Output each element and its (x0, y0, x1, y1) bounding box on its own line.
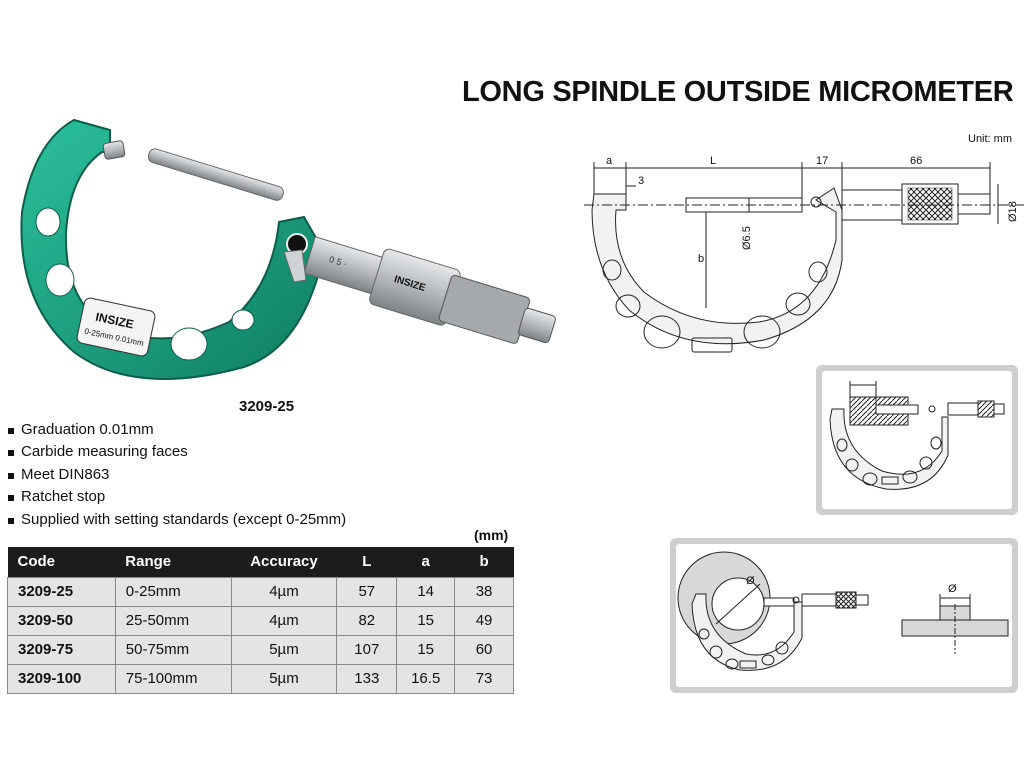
sleeve-scale: 0 5 · (327, 254, 349, 269)
frame-hole (232, 310, 254, 330)
table-row (8, 635, 514, 664)
cell-b: 49 (455, 606, 514, 635)
feature-list (8, 419, 346, 531)
knurl-grip (438, 274, 530, 344)
usage-drawing-2 (676, 544, 1012, 687)
unit-note: Unit: mm (968, 133, 1012, 145)
dim-17: 17 (816, 155, 829, 167)
table-unit: (mm) (474, 527, 509, 543)
cell-accuracy: 4µm (231, 606, 337, 635)
feature-item: Ratchet stop (8, 486, 346, 508)
dim-a: a (606, 155, 613, 167)
brand-name: INSIZE (94, 309, 136, 332)
cell-b: 60 (455, 635, 514, 664)
cell-accuracy: 5µm (231, 664, 337, 693)
table-header-row (8, 547, 514, 577)
page-title: LONG SPINDLE OUTSIDE MICROMETER (462, 76, 1014, 108)
dim-thimble-dia: Ø18 (1007, 201, 1019, 222)
cell-accuracy: 5µm (231, 635, 337, 664)
feature-item: Meet DIN863 (8, 464, 346, 486)
drawing-knurl (908, 188, 952, 220)
usage-dia-label-2: Ø (948, 583, 957, 595)
dim-L: L (710, 155, 717, 167)
cell-code: 3209-75 (8, 635, 116, 664)
frame-hole (171, 328, 207, 360)
brand-range: 0-25mm 0.01mm (83, 326, 145, 349)
usage-illustration-1 (816, 365, 1018, 515)
cell-b: 73 (455, 664, 514, 693)
table-row (8, 606, 514, 635)
feature-item: Graduation 0.01mm (8, 419, 346, 441)
cell-code: 3209-25 (8, 577, 116, 606)
cell-a: 14 (397, 577, 455, 606)
cell-range: 75-100mm (115, 664, 231, 693)
spindle (147, 147, 285, 201)
cell-b: 38 (455, 577, 514, 606)
cell-a: 15 (397, 606, 455, 635)
usage-drawing-1 (822, 371, 1012, 509)
header-range: Range (115, 547, 231, 577)
cell-accuracy: 4µm (231, 577, 337, 606)
cell-range: 0-25mm (115, 577, 231, 606)
usage-dia-label: Ø (746, 575, 755, 587)
thimble-brand: INSIZE (392, 273, 427, 294)
cell-L: 107 (337, 635, 397, 664)
cell-a: 16.5 (397, 664, 455, 693)
feature-item: Carbide measuring faces (8, 441, 346, 463)
dimension-drawing (584, 150, 1024, 365)
cell-range: 50-75mm (115, 635, 231, 664)
header-b: b (455, 547, 514, 577)
model-caption: 3209-25 (239, 398, 295, 415)
drawing-ratchet (958, 194, 990, 214)
cell-code: 3209-100 (8, 664, 116, 693)
usage-illustration-2 (670, 538, 1018, 693)
cell-range: 25-50mm (115, 606, 231, 635)
header-a: a (397, 547, 455, 577)
cell-L: 57 (337, 577, 397, 606)
header-L: L (337, 547, 397, 577)
dim-b: b (698, 253, 705, 265)
frame-hole (46, 264, 74, 296)
drawing-hole (809, 262, 827, 282)
header-accuracy: Accuracy (231, 547, 337, 577)
cell-a: 15 (397, 635, 455, 664)
dim-66: 66 (910, 155, 923, 167)
spec-table (7, 547, 514, 694)
header-code: Code (8, 547, 116, 577)
dim-3: 3 (638, 175, 645, 187)
feature-item: Supplied with setting standards (except 0-25mm) (8, 509, 346, 531)
micrometer-photo (14, 112, 559, 387)
dim-spindle-dia: Ø6.5 (741, 226, 753, 250)
table-row (8, 664, 514, 693)
cell-L: 82 (337, 606, 397, 635)
cell-L: 133 (337, 664, 397, 693)
table-row (8, 577, 514, 606)
anvil (103, 140, 125, 159)
frame-hole (36, 208, 60, 236)
cell-code: 3209-50 (8, 606, 116, 635)
